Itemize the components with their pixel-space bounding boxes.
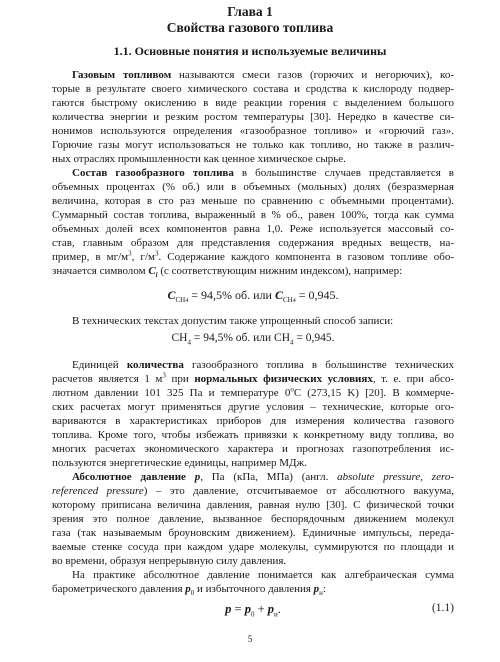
paragraph-line: объемных процентах (% об.) или в объемных (мольных) долях (безразмерная (52, 181, 454, 193)
paragraph-line: Горючие газы могут использоваться не только как топливо, но также в различ- (52, 139, 454, 151)
paragraph-line: Состав газообразного топлива в большинстве случаев представляется в (72, 167, 454, 179)
paragraph-line: которому приписана величина давления, равная нулю [30]. С физической точки (52, 499, 454, 511)
paragraph-line: зрения это полное давление, вызванное беспорядочным движением молекул (52, 513, 454, 525)
paragraph-line: многих расчетах экономического характера и прогнозах газопотребления ис- (52, 443, 454, 455)
paragraph-line: топлива. Кроме того, чтобы избежать привязки к конкретному виду топлива, во (52, 429, 454, 441)
paragraph-line: пример, в $мг/м^3$, $г/м^3$. Содержание каждого компонента в газовом топливе обо- (52, 249, 454, 263)
equation-number: (1.1) (431, 602, 454, 614)
page-number: 5 (247, 634, 253, 644)
paragraph-line: объемных долей всех компонентов равна 1,0. Реже используется массовый со- (52, 223, 454, 235)
paragraph-line: referenced pressure) – это давление, отсчитываемое от абсолютного вакуума, (52, 485, 454, 497)
chapter-label: Глава 1 (227, 4, 273, 19)
paragraph-line: во времени, образуя непрерывную силу давления. (52, 555, 287, 567)
paragraph-line: Абсолютное давление p, Па (кПа, МПа) (англ. absolute pressure, zero- (72, 471, 454, 483)
paragraph-line: расчетов является 1 $м^3$ при нормальных физических условиях, т. е. при абсо- (52, 371, 454, 385)
paragraph-line: газа (так называемым броуновским движением). Единичные импульсы, переда- (52, 527, 454, 539)
formula-absolute-pressure: $p = p_0 + p_и$. (225, 602, 281, 619)
paragraph-line: лютном давлении 101 325 Па и температуре 0$^o$C (273,15 K) [20]. В коммерче- (52, 385, 454, 399)
term: Газовым топливом (72, 69, 172, 81)
paragraph-line: гаются быстрому окислению в виде реакции горения с выделением большого (52, 97, 454, 109)
paragraph-line: Единицей количества газообразного топлива в большинстве технических (72, 359, 454, 371)
paragraph-line: ных отраслях промышленности как ценное химическое сырье. (52, 153, 346, 165)
paragraph-line: ваемые стенке сосуда при каждом ударе молекулы, суммируются по площади и (52, 541, 454, 553)
paragraph-line: нонимов используются определения «газообразное топливо» и «горючий газ». (52, 125, 454, 137)
paragraph-line: количества энергии и резким ростом температуры [30]. Нередко в качестве си- (52, 111, 454, 123)
paragraph-line: Суммарный состав топлива, выраженный в % об., равен 100%, тогда как сумма (52, 209, 454, 221)
paragraph-line: ских расчетах могут применяться другие условия – технические, которые ого- (52, 401, 454, 413)
paragraph-line: В технических текстах допустим также упрощенный способ записи: (72, 315, 394, 327)
paragraph-line: торые в результате своего химического состава и сродства к кислороду подвер- (52, 83, 454, 95)
term: Состав газообразного топлива (72, 167, 234, 179)
section-heading: 1.1. Основные понятия и используемые величины (113, 44, 387, 58)
formula-simplified: $CH_4 = 94,5\%$ об. или $CH_4 = 0,945$. (171, 332, 335, 347)
paragraph-line: барометрического давления $p_0$ и избыточного давления $p_и$: (52, 583, 326, 598)
paragraph-line: На практике абсолютное давление понимается как алгебраическая сумма (72, 569, 454, 581)
paragraph-line: значается символом $C_i$ (с соответствующим нижним индексом), например: (52, 265, 403, 280)
paragraph-line: пользуются энергетические единицы, например МДж. (52, 457, 307, 469)
formula-concentration: $C_{CH4} = 94,5\%$ об. или $C_{CH4} = 0,945$. (167, 288, 339, 305)
paragraph-line: став, главным образом для представления содержания вредных веществ, на- (52, 237, 454, 249)
paragraph-line: величина, которая в сто раз меньше по сравнению с объемными процентами). (52, 195, 454, 207)
paragraph-line: вариваются в характеристиках приборов для измерения количества газового (52, 415, 454, 427)
paragraph-line: Газовым топливом называются смеси газов (горючих и негорючих), ко- (72, 69, 454, 81)
chapter-title: Свойства газового топлива (166, 20, 334, 35)
